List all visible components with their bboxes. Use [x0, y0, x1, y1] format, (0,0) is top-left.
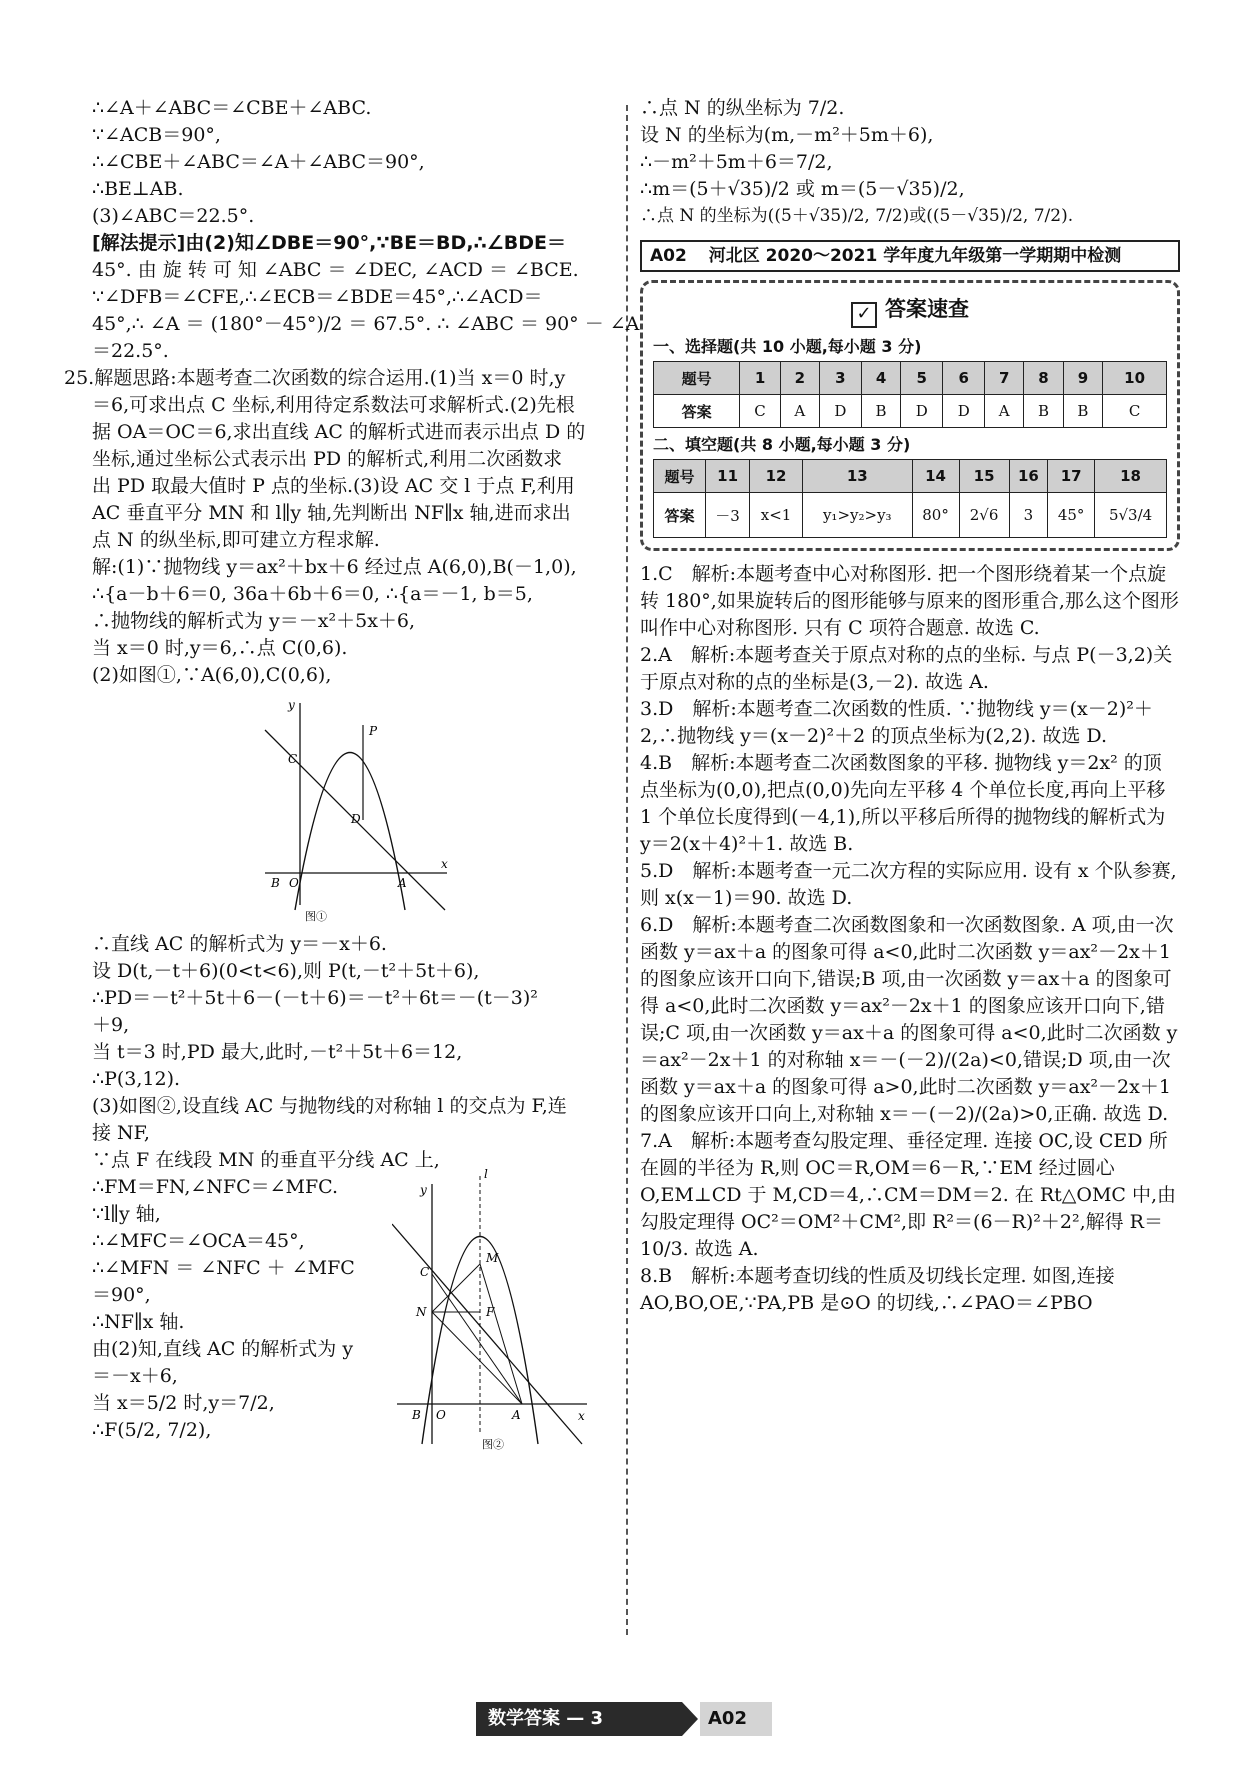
- table-cell: C: [740, 395, 781, 428]
- answer-box: [640, 280, 1180, 551]
- check-icon: ✓: [851, 302, 877, 328]
- answer-paragraph: 5.D 解析:本题考查一元二次方程的实际应用. 设有 x 个队参赛,则 x(x－1)＝90. 故选 D.: [640, 860, 1177, 909]
- fig2-label: C: [420, 1265, 430, 1279]
- text-line: 当 x＝5/2 时,y＝7/2,: [92, 1392, 275, 1414]
- table-cell: 17: [1048, 460, 1095, 493]
- fig1-label: A: [397, 876, 407, 890]
- section-title: 河北区 2020～2021 学年度九年级第一学期期中检测: [708, 246, 1122, 266]
- fig1-label: P: [368, 724, 377, 738]
- table-cell: 3: [1009, 493, 1048, 538]
- table-cell: 题号: [654, 460, 706, 493]
- text-line: ∴点 N 的坐标为((5＋√35)/2, 7/2)或((5－√35)/2, 7/2).: [640, 206, 1074, 226]
- figure-1: [255, 695, 455, 925]
- table-cell: D: [943, 395, 985, 428]
- table-cell: 14: [912, 460, 959, 493]
- fig2-label: N: [416, 1305, 427, 1319]
- fig2-label: A: [512, 1408, 521, 1422]
- table-cell: 7: [985, 362, 1024, 395]
- text-line: (2)如图①,∵A(6,0),C(0,6),: [92, 664, 332, 686]
- table-cell: B: [1024, 395, 1063, 428]
- fig1-label: C: [287, 752, 297, 766]
- left-column: [64, 95, 640, 1451]
- fig2-label: x: [578, 1409, 585, 1423]
- table-row: [654, 362, 1167, 395]
- text-line: AC 垂直平分 MN 和 l∥y 轴,先判断出 NF∥x 轴,进而求出: [92, 502, 571, 524]
- fig2-segment: [432, 1274, 522, 1404]
- table-cell: 80°: [912, 493, 959, 538]
- text-line: 设 N 的坐标为(m,－m²＋5m＋6),: [640, 124, 934, 146]
- table-cell: A: [985, 395, 1024, 428]
- text-line: ∴－m²＋5m＋6＝7/2,: [640, 151, 833, 173]
- part3-block: [92, 1167, 617, 1451]
- table-row: [654, 493, 1167, 538]
- fig1-label: D: [350, 812, 361, 826]
- table-cell: 15: [959, 460, 1009, 493]
- text-line: 出 PD 取最大值时 P 点的坐标.(3)设 AC 交 l 于点 F,利用: [92, 475, 575, 497]
- section-fill: 二、填空题(共 8 小题,每小题 3 分): [653, 435, 911, 454]
- fig2-label: l: [484, 1167, 488, 1181]
- table-cell: x<1: [750, 493, 803, 538]
- text-line: ∴{a－b＋6＝0, 36a＋6b＋6＝0, ∴{a＝－1, b＝5,: [92, 583, 533, 605]
- text-line: 设 D(t,－t＋6)(0<t<6),则 P(t,－t²＋5t＋6),: [92, 960, 480, 982]
- text-line: 当 t＝3 时,PD 最大,此时,－t²＋5t＋6＝12,: [92, 1041, 463, 1063]
- answer-paragraph: 2.A 解析:本题考查关于原点对称的点的坐标. 与点 P(－3,2)关于原点对称的点的坐标是(3,－2). 故选 A.: [640, 644, 1173, 693]
- table-cell: 8: [1024, 362, 1063, 395]
- text-line: ∴抛物线的解析式为 y＝－x²＋5x＋6,: [92, 610, 416, 632]
- text-line: ＋9,: [92, 1014, 130, 1036]
- text-line: ∵∠ACB＝90°,: [92, 124, 221, 146]
- answer-box-title: [653, 293, 1167, 328]
- table-cell: 16: [1009, 460, 1048, 493]
- hint-line: [解法提示]由(2)知∠DBE＝90°,∵BE＝BD,∴∠BDE＝: [92, 232, 567, 254]
- text-line: ∴直线 AC 的解析式为 y＝－x＋6.: [92, 933, 387, 955]
- fig2-label: F: [486, 1305, 495, 1319]
- text-line: ∴F(5/2, 7/2),: [92, 1419, 212, 1441]
- text-line: ∴∠MFN ＝ ∠NFC ＋ ∠MFC: [92, 1257, 355, 1279]
- text-line: 解:(1)∵抛物线 y＝ax²＋bx＋6 经过点 A(6,0),B(－1,0),: [92, 556, 577, 578]
- fig1-label: x: [440, 857, 448, 871]
- choice-table: [653, 361, 1167, 428]
- table-cell: C: [1103, 395, 1167, 428]
- table-cell: 9: [1063, 362, 1102, 395]
- text-line: (3)∠ABC＝22.5°.: [92, 205, 255, 227]
- table-cell: 12: [750, 460, 803, 493]
- table-cell: 6: [943, 362, 985, 395]
- table-cell: －3: [706, 493, 750, 538]
- text-line: ∴∠MFC＝∠OCA＝45°,: [92, 1230, 305, 1252]
- fig2-label: O: [436, 1408, 446, 1422]
- table-cell: 5√3/4: [1095, 493, 1167, 538]
- table-cell: 4: [861, 362, 900, 395]
- text-line: ＝22.5°.: [92, 340, 169, 362]
- fig2-label: M: [486, 1251, 499, 1265]
- part3-text: [92, 1174, 382, 1444]
- answer-paragraph: 4.B 解析:本题考查二次函数图象的平移. 抛物线 y＝2x² 的顶点坐标为(0,0),把点(0,0)先向左平移 4 个单位长度,再向上平移 1 个单位长度得到(－4,1),所以平移后所得的抛物线的解析式为 y＝2(x＋4)²＋1. 故选 B.: [640, 752, 1166, 855]
- text-line: ∴∠A＋∠ABC＝∠CBE＋∠ABC.: [92, 97, 372, 119]
- right-column: [640, 95, 1180, 1317]
- fig1-label: B: [270, 876, 280, 890]
- text-line: 点 N 的纵坐标,即可建立方程求解.: [92, 529, 380, 551]
- text-line: ∴m＝(5＋√35)/2 或 m＝(5－√35)/2,: [640, 178, 965, 200]
- answer-paragraph: 7.A 解析:本题考查勾股定理、垂径定理. 连接 OC,设 CED 所在圆的半径为 R,则 OC＝R,OM＝6－R,∵EM 经过圆心 O,EM⊥CD 于 M,CD＝4,∴CM＝DM＝2. 在 Rt△OMC 中,由勾股定理得 OC²＝OM²＋CM²,即 R²＝(6－R)²＋2²,解得 R＝10/3. 故选 A.: [640, 1130, 1177, 1260]
- text-line: ∴FM＝FN,∠NFC＝∠MFC.: [92, 1176, 339, 1198]
- fig1-label: y: [287, 698, 295, 712]
- text-line: ＝－x＋6,: [92, 1365, 178, 1387]
- table-cell: 答案: [654, 395, 740, 428]
- text-line: ∴BE⊥AB.: [92, 178, 184, 200]
- text-line: ∴NF∥x 轴.: [92, 1311, 185, 1333]
- fill-table: [653, 459, 1167, 538]
- answer-box-title-text: 答案速查: [885, 297, 969, 321]
- section-header: [640, 240, 1180, 272]
- text-line: 接 NF,: [92, 1122, 150, 1144]
- fig1-caption: 图①: [304, 910, 327, 923]
- question-25-line: 25.解题思路:本题考查二次函数的综合运用.(1)当 x＝0 时,y: [64, 367, 566, 389]
- table-cell: D: [819, 395, 861, 428]
- table-cell: 2: [780, 362, 819, 395]
- text-line: ∵点 F 在线段 MN 的垂直平分线 AC 上,: [92, 1149, 440, 1171]
- text-line: ∴点 N 的纵坐标为 7/2.: [640, 97, 845, 119]
- fig2-caption: 图②: [482, 1438, 504, 1451]
- table-row: [654, 460, 1167, 493]
- table-cell: 45°: [1048, 493, 1095, 538]
- answer-paragraph: 1.C 解析:本题考查中心对称图形. 把一个图形绕着某一个点旋转 180°,如果旋转后的图形能够与原来的图形重合,那么这个图形叫作中心对称图形. 只有 C 项符合题意. 故选 C.: [640, 563, 1179, 639]
- footer-code: A02: [700, 1702, 772, 1736]
- text-line: 据 OA＝OC＝6,求出直线 AC 的解析式进而表示出点 D 的: [92, 421, 586, 443]
- table-cell: 13: [803, 460, 913, 493]
- answer-paragraph: 3.D 解析:本题考查二次函数的性质. ∵抛物线 y＝(x－2)²＋2,∴抛物线 y＝(x－2)²＋2 的顶点坐标为(2,2). 故选 D.: [640, 698, 1153, 747]
- table-cell: 1: [740, 362, 781, 395]
- text-line: ∵l∥y 轴,: [92, 1203, 161, 1225]
- text-line: ∵∠DFB＝∠CFE,∴∠ECB＝∠BDE＝45°,∴∠ACD＝: [92, 286, 543, 308]
- footer-label: 数学答案 — 3: [476, 1702, 682, 1736]
- text-line: ∴P(3,12).: [92, 1068, 181, 1090]
- table-cell: 18: [1095, 460, 1167, 493]
- table-cell: B: [861, 395, 900, 428]
- fig1-label: O: [288, 876, 299, 890]
- table-cell: 题号: [654, 362, 740, 395]
- table-cell: 11: [706, 460, 750, 493]
- figure-2: [392, 1164, 592, 1454]
- text-line: 45°,∴ ∠A ＝ (180°－45°)/2 ＝ 67.5°. ∴ ∠ABC ＝ 90° － ∠A: [92, 313, 640, 335]
- text-line: (3)如图②,设直线 AC 与抛物线的对称轴 l 的交点为 F,连: [92, 1095, 567, 1117]
- text-line: ∴∠CBE＋∠ABC＝∠A＋∠ABC＝90°,: [92, 151, 425, 173]
- table-cell: 5: [901, 362, 943, 395]
- fig2-label: y: [420, 1183, 427, 1197]
- table-cell: 2√6: [959, 493, 1009, 538]
- text-line: ＝6,可求出点 C 坐标,利用待定系数法可求解析式.(2)先根: [92, 394, 575, 416]
- answer-paragraph: 6.D 解析:本题考查二次函数图象和一次函数图象. A 项,由一次函数 y＝ax＋a 的图象可得 a<0,此时二次函数 y＝ax²－2x＋1 的图象应该开口向下,错误;B 项,由一次函数 y＝ax＋a 的图象可得 a<0,此时二次函数 y＝ax²－2x＋1 的图象应该开口向下,错误;C 项,由一次函数 y＝ax＋a 的图象可得 a<0,此时二次函数 y＝ax²－2x＋1 的对称轴 x＝－(－2)/(2a)<0,错误;D 项,由一次函数 y＝ax＋a 的图象可得 a>0,此时二次函数 y＝ax²－2x＋1 的图象应该开口向上,对称轴 x＝－(－2)/(2a)>0,正确. 故选 D.: [640, 914, 1178, 1125]
- text-line: ＝90°,: [92, 1284, 151, 1306]
- text-line: 当 x＝0 时,y＝6,∴点 C(0,6).: [92, 637, 348, 659]
- answer-paragraph: 8.B 解析:本题考查切线的性质及切线长定理. 如图,连接 AO,BO,OE,∵PA,PB 是⊙O 的切线,∴∠PAO＝∠PBO: [640, 1265, 1115, 1314]
- table-cell: B: [1063, 395, 1102, 428]
- text-line: 45°. 由 旋 转 可 知 ∠ABC ＝ ∠DEC, ∠ACD ＝ ∠BCE.: [92, 259, 579, 281]
- footer-arrow-icon: [682, 1702, 698, 1736]
- table-cell: D: [901, 395, 943, 428]
- fig2-label: B: [412, 1408, 421, 1422]
- section-choice: 一、选择题(共 10 小题,每小题 3 分): [653, 337, 922, 356]
- table-cell: 答案: [654, 493, 706, 538]
- section-code: A02: [650, 246, 687, 266]
- table-cell: A: [780, 395, 819, 428]
- table-row: [654, 395, 1167, 428]
- text-line: 由(2)知,直线 AC 的解析式为 y: [92, 1338, 354, 1360]
- text-line: 坐标,通过坐标公式表示出 PD 的解析式,利用二次函数求: [92, 448, 563, 470]
- table-cell: y₁>y₂>y₃: [803, 493, 913, 538]
- table-cell: 3: [819, 362, 861, 395]
- table-cell: 10: [1103, 362, 1167, 395]
- text-line: ∴PD＝－t²＋5t＋6－(－t＋6)＝－t²＋6t＝－(t－3)²: [92, 987, 538, 1009]
